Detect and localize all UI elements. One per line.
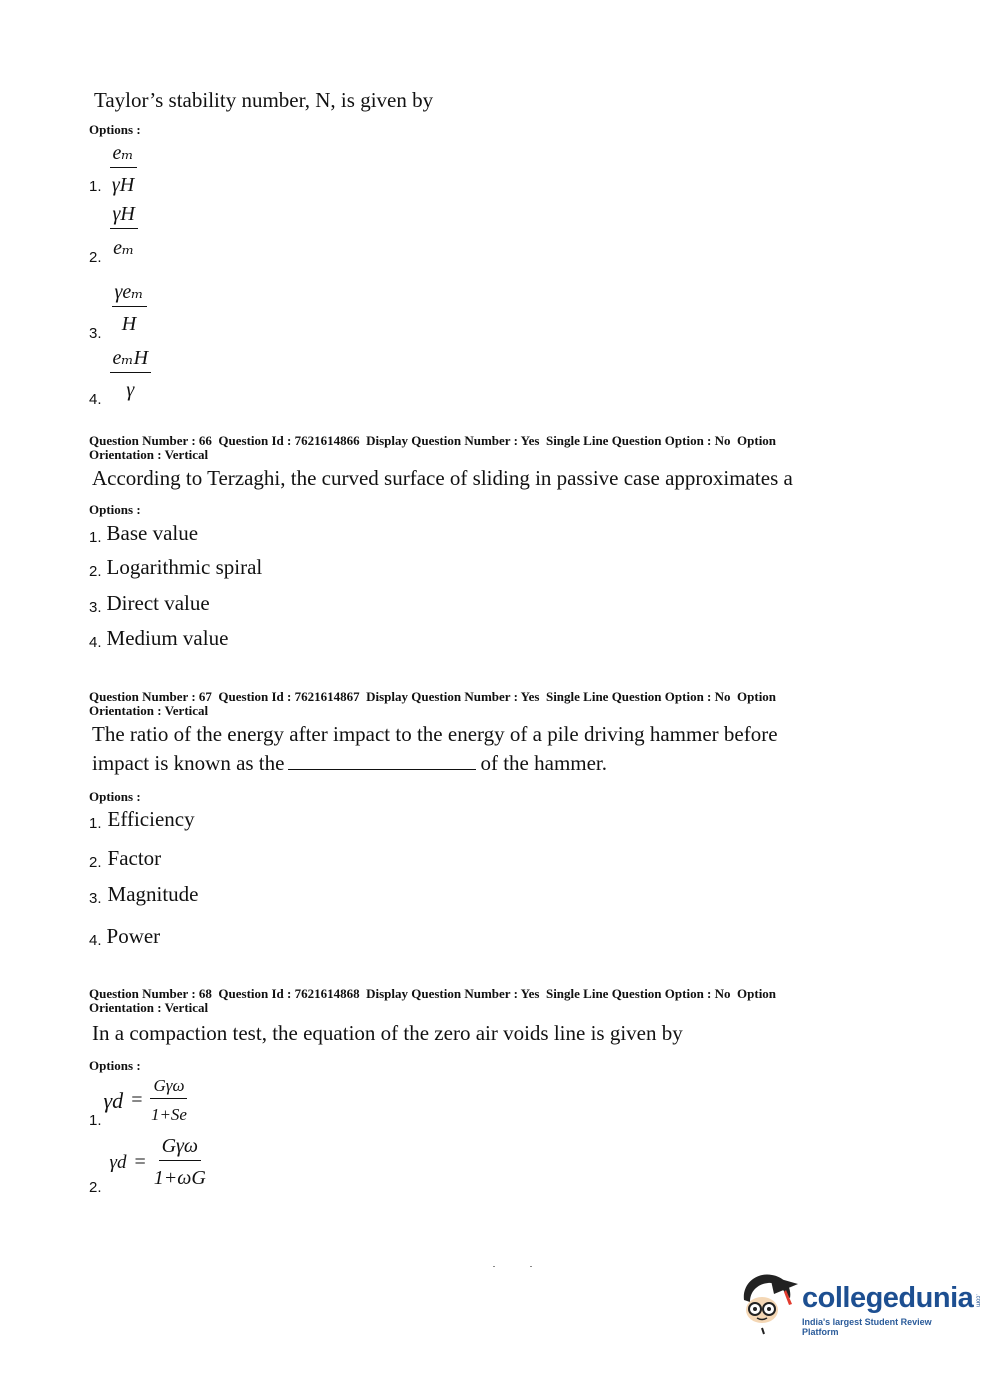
option-number: 1. <box>89 178 102 195</box>
fill-in-blank <box>288 751 476 770</box>
fraction <box>110 345 152 402</box>
denominator: γ <box>126 379 135 401</box>
option-number: 2. <box>89 249 102 266</box>
option-number: 1. <box>89 815 102 832</box>
logo-wordmark <box>802 1282 980 1315</box>
q66-question-text: According to Terzaghi, the curved surface of sliding in passive case approximates a <box>92 466 793 490</box>
question-line-2 <box>92 749 862 778</box>
option-number: 1. <box>89 1112 102 1129</box>
meta-line-1: Question Number : 68 Question Id : 7621614868 Display Question Number : Yes Single Line Question Option : No Option <box>89 986 777 1001</box>
lhs: γd <box>103 1087 124 1113</box>
meta-line-2: Orientation : Vertical <box>89 1000 209 1015</box>
numerator: Gγω <box>150 1076 187 1099</box>
option-label: Direct value <box>106 591 210 615</box>
option-number: 2. <box>89 563 102 580</box>
option-number: 2. <box>89 854 102 871</box>
collegedunia-logo[interactable] <box>740 1270 981 1340</box>
equals-sign: = <box>131 1089 143 1111</box>
scan-mark <box>530 1266 532 1267</box>
option-label: Factor <box>107 846 162 870</box>
scan-mark <box>493 1266 495 1267</box>
fraction <box>150 1076 187 1125</box>
meta-line-2: Orientation : Vertical <box>89 703 209 718</box>
fraction <box>154 1135 206 1190</box>
fraction <box>110 140 137 197</box>
q66-options-label: Options : <box>89 502 141 517</box>
option-label: Power <box>106 924 161 948</box>
fraction <box>112 279 147 336</box>
numerator: γeₘ <box>112 279 147 307</box>
numerator: γH <box>110 203 138 229</box>
denominator: γH <box>111 174 135 196</box>
q68-options-label: Options : <box>89 1058 141 1073</box>
q68-option-2[interactable] <box>89 1135 206 1196</box>
q66-option-4[interactable] <box>89 626 228 651</box>
fraction <box>110 203 138 260</box>
logo-tagline: India's largest Student Review Platform <box>802 1317 932 1337</box>
q66-option-3[interactable] <box>89 591 210 616</box>
q67-question-text <box>92 720 862 778</box>
denominator: H <box>121 313 137 335</box>
option-label: Base value <box>106 521 199 545</box>
meta-line-1: Question Number : 66 Question Id : 7621614866 Display Question Number : Yes Single Line Question Option : No Option <box>89 433 777 448</box>
question-line-1: The ratio of the energy after impact to the energy of a pile driving hammer before <box>92 722 778 746</box>
meta-line-2: Orientation : Vertical <box>89 447 209 462</box>
q67-options-label: Options : <box>89 789 141 804</box>
equation <box>104 1076 188 1125</box>
option-label: Efficiency <box>107 807 195 831</box>
q65-option-3[interactable] <box>89 279 147 342</box>
q65-question-text: Taylor’s stability number, N, is given by <box>94 88 434 112</box>
q65-option-4[interactable] <box>89 345 151 408</box>
option-number: 4. <box>89 391 102 408</box>
question-text-after-blank: of the hammer. <box>480 751 608 775</box>
lhs: γd <box>109 1151 127 1173</box>
numerator: eₘH <box>110 345 152 373</box>
option-number: 3. <box>89 325 102 342</box>
denominator: eₘ <box>113 237 135 259</box>
numerator: Gγω <box>159 1135 201 1161</box>
meta-line-1: Question Number : 67 Question Id : 7621614867 Display Question Number : Yes Single Line Question Option : No Option <box>89 689 777 704</box>
q65-option-1[interactable] <box>89 140 137 197</box>
q67-option-4[interactable] <box>89 924 160 949</box>
q67-option-3[interactable] <box>89 882 199 907</box>
logo-name: collegedunia <box>802 1282 974 1314</box>
q67-option-2[interactable] <box>89 846 161 871</box>
option-number: 4. <box>89 634 102 651</box>
q65-options-label: Options : <box>89 122 141 137</box>
equation <box>110 1135 206 1190</box>
option-number: 3. <box>89 890 102 907</box>
option-number: 2. <box>89 1179 102 1196</box>
q67-metadata <box>89 690 869 718</box>
option-label: Medium value <box>106 626 229 650</box>
q66-option-1[interactable] <box>89 521 198 546</box>
denominator: 1+Se <box>150 1105 187 1124</box>
q68-option-1[interactable] <box>89 1076 187 1129</box>
equals-sign: = <box>134 1151 146 1173</box>
question-text-before-blank: impact is known as the <box>92 751 285 775</box>
q66-metadata <box>89 434 869 462</box>
q68-question-text: In a compaction test, the equation of the zero air voids line is given by <box>92 1021 683 1045</box>
option-number: 1. <box>89 529 102 546</box>
option-number: 3. <box>89 599 102 616</box>
mascot-icon <box>740 1270 802 1336</box>
numerator: eₘ <box>110 140 137 168</box>
option-label: Logarithmic spiral <box>106 555 263 579</box>
q66-option-2[interactable] <box>89 555 262 580</box>
q68-metadata <box>89 987 869 1015</box>
q65-option-2[interactable] <box>89 203 138 266</box>
option-number: 4. <box>89 932 102 949</box>
option-label: Magnitude <box>107 882 199 906</box>
q67-option-1[interactable] <box>89 807 195 832</box>
denominator: 1+ωG <box>153 1167 206 1189</box>
logo-suffix: .com <box>974 1293 981 1307</box>
